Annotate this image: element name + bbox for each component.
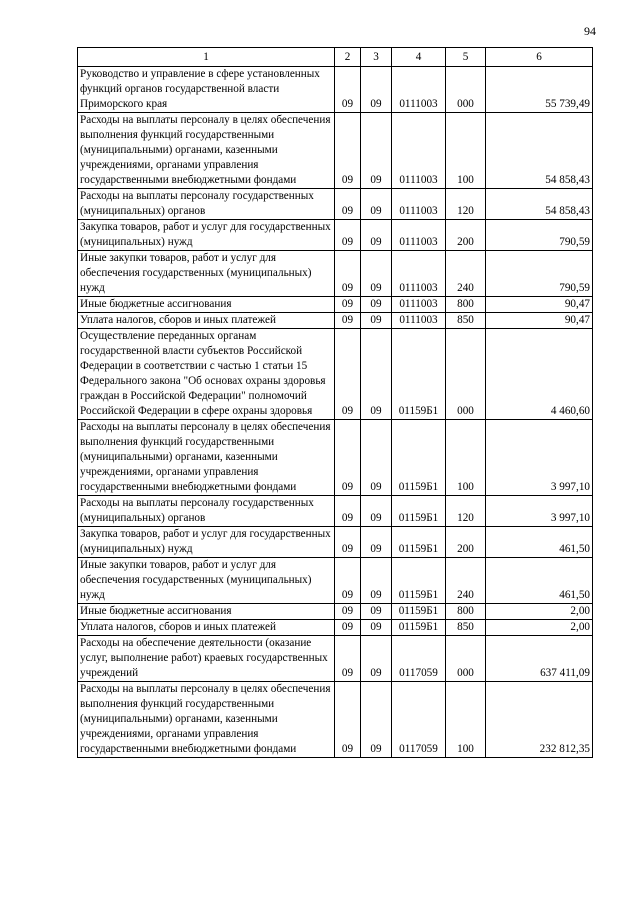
cell-target-code: 01159Б1 [392,620,446,636]
cell-expense-type: 240 [446,251,486,297]
cell-section: 09 [335,558,361,604]
cell-section: 09 [335,113,361,189]
table-row [78,297,593,313]
cell-target-code: 01159Б1 [392,496,446,527]
cell-section: 09 [335,620,361,636]
header-col-4: 4 [392,48,446,67]
cell-subsection: 09 [361,189,392,220]
cell-section: 09 [335,604,361,620]
cell-target-code: 0111003 [392,313,446,329]
cell-name: Расходы на выплаты персоналу в целях обеспечения выполнения функций государственными (муниципальными) органами, казенными учреждениями, органами управления государственными внебюджетными фондами [78,113,335,189]
cell-name: Расходы на выплаты персоналу государственных (муниципальных) органов [78,496,335,527]
page-number: 94 [584,24,596,38]
cell-subsection: 09 [361,558,392,604]
cell-name: Расходы на выплаты персоналу государственных (муниципальных) органов [78,189,335,220]
cell-expense-type: 850 [446,620,486,636]
cell-section: 09 [335,189,361,220]
header-col-6: 6 [486,48,593,67]
cell-target-code: 0117059 [392,636,446,682]
table-row [78,527,593,558]
budget-table [77,47,593,758]
cell-expense-type: 100 [446,113,486,189]
cell-amount: 637 411,09 [486,636,593,682]
cell-name: Иные закупки товаров, работ и услуг для обеспечения государственных (муниципальных) нужд [78,558,335,604]
table-row [78,682,593,758]
cell-target-code: 01159Б1 [392,558,446,604]
cell-name: Уплата налогов, сборов и иных платежей [78,313,335,329]
cell-amount: 461,50 [486,527,593,558]
table-row [78,113,593,189]
table-row [78,558,593,604]
cell-section: 09 [335,251,361,297]
cell-subsection: 09 [361,313,392,329]
cell-subsection: 09 [361,113,392,189]
cell-expense-type: 100 [446,420,486,496]
cell-amount: 3 997,10 [486,496,593,527]
cell-subsection: 09 [361,620,392,636]
cell-section: 09 [335,67,361,113]
cell-section: 09 [335,420,361,496]
cell-expense-type: 000 [446,636,486,682]
cell-name: Расходы на выплаты персоналу в целях обеспечения выполнения функций государственными (муниципальными) органами, казенными учреждениями, органами управления государственными внебюджетными фондами [78,682,335,758]
cell-name: Уплата налогов, сборов и иных платежей [78,620,335,636]
cell-target-code: 0111003 [392,113,446,189]
table-row [78,220,593,251]
cell-section: 09 [335,313,361,329]
cell-expense-type: 800 [446,604,486,620]
cell-subsection: 09 [361,682,392,758]
cell-amount: 55 739,49 [486,67,593,113]
cell-section: 09 [335,682,361,758]
cell-section: 09 [335,496,361,527]
cell-amount: 790,59 [486,220,593,251]
cell-expense-type: 800 [446,297,486,313]
cell-amount: 2,00 [486,604,593,620]
cell-amount: 90,47 [486,297,593,313]
cell-amount: 232 812,35 [486,682,593,758]
cell-amount: 2,00 [486,620,593,636]
cell-section: 09 [335,636,361,682]
table-row [78,329,593,420]
cell-target-code: 01159Б1 [392,420,446,496]
cell-subsection: 09 [361,527,392,558]
cell-target-code: 0111003 [392,251,446,297]
cell-expense-type: 240 [446,558,486,604]
cell-target-code: 0111003 [392,297,446,313]
cell-name: Иные бюджетные ассигнования [78,604,335,620]
table-header-row [78,48,593,67]
cell-target-code: 0111003 [392,189,446,220]
cell-name: Руководство и управление в сфере установленных функций органов государственной власти Приморского края [78,67,335,113]
cell-expense-type: 200 [446,220,486,251]
cell-subsection: 09 [361,297,392,313]
table-row [78,636,593,682]
header-col-1: 1 [78,48,335,67]
header-col-3: 3 [361,48,392,67]
table-row [78,67,593,113]
cell-target-code: 0111003 [392,220,446,251]
cell-target-code: 01159Б1 [392,604,446,620]
cell-target-code: 01159Б1 [392,527,446,558]
cell-expense-type: 100 [446,682,486,758]
cell-name: Иные бюджетные ассигнования [78,297,335,313]
table-row [78,496,593,527]
header-col-5: 5 [446,48,486,67]
header-col-2: 2 [335,48,361,67]
table-row [78,420,593,496]
cell-subsection: 09 [361,251,392,297]
cell-name: Осуществление переданных органам государственной власти субъектов Российской Федерации в соответствии с частью 1 статьи 15 Федерального закона "Об основах охраны здоровья граждан в Российской Федерации" полномочий Российской Федерации в сфере охраны здоровья [78,329,335,420]
cell-name: Закупка товаров, работ и услуг для государственных (муниципальных) нужд [78,527,335,558]
cell-amount: 790,59 [486,251,593,297]
cell-section: 09 [335,329,361,420]
cell-name: Иные закупки товаров, работ и услуг для обеспечения государственных (муниципальных) нужд [78,251,335,297]
cell-name: Расходы на выплаты персоналу в целях обеспечения выполнения функций государственными (муниципальными) органами, казенными учреждениями, органами управления государственными внебюджетными фондами [78,420,335,496]
cell-expense-type: 000 [446,329,486,420]
cell-section: 09 [335,297,361,313]
cell-subsection: 09 [361,420,392,496]
cell-amount: 90,47 [486,313,593,329]
cell-subsection: 09 [361,496,392,527]
cell-expense-type: 850 [446,313,486,329]
cell-amount: 461,50 [486,558,593,604]
cell-amount: 54 858,43 [486,189,593,220]
table-row [78,251,593,297]
cell-subsection: 09 [361,604,392,620]
cell-section: 09 [335,527,361,558]
cell-subsection: 09 [361,67,392,113]
cell-subsection: 09 [361,636,392,682]
cell-amount: 54 858,43 [486,113,593,189]
table-row [78,604,593,620]
cell-expense-type: 200 [446,527,486,558]
cell-section: 09 [335,220,361,251]
cell-expense-type: 120 [446,189,486,220]
cell-expense-type: 120 [446,496,486,527]
cell-target-code: 0117059 [392,682,446,758]
cell-target-code: 01159Б1 [392,329,446,420]
table-row [78,620,593,636]
cell-amount: 3 997,10 [486,420,593,496]
cell-subsection: 09 [361,329,392,420]
cell-name: Закупка товаров, работ и услуг для государственных (муниципальных) нужд [78,220,335,251]
cell-expense-type: 000 [446,67,486,113]
table-row [78,313,593,329]
table-row [78,189,593,220]
cell-amount: 4 460,60 [486,329,593,420]
cell-name: Расходы на обеспечение деятельности (оказание услуг, выполнение работ) краевых государственных учреждений [78,636,335,682]
cell-subsection: 09 [361,220,392,251]
cell-target-code: 0111003 [392,67,446,113]
table-body [78,67,593,758]
